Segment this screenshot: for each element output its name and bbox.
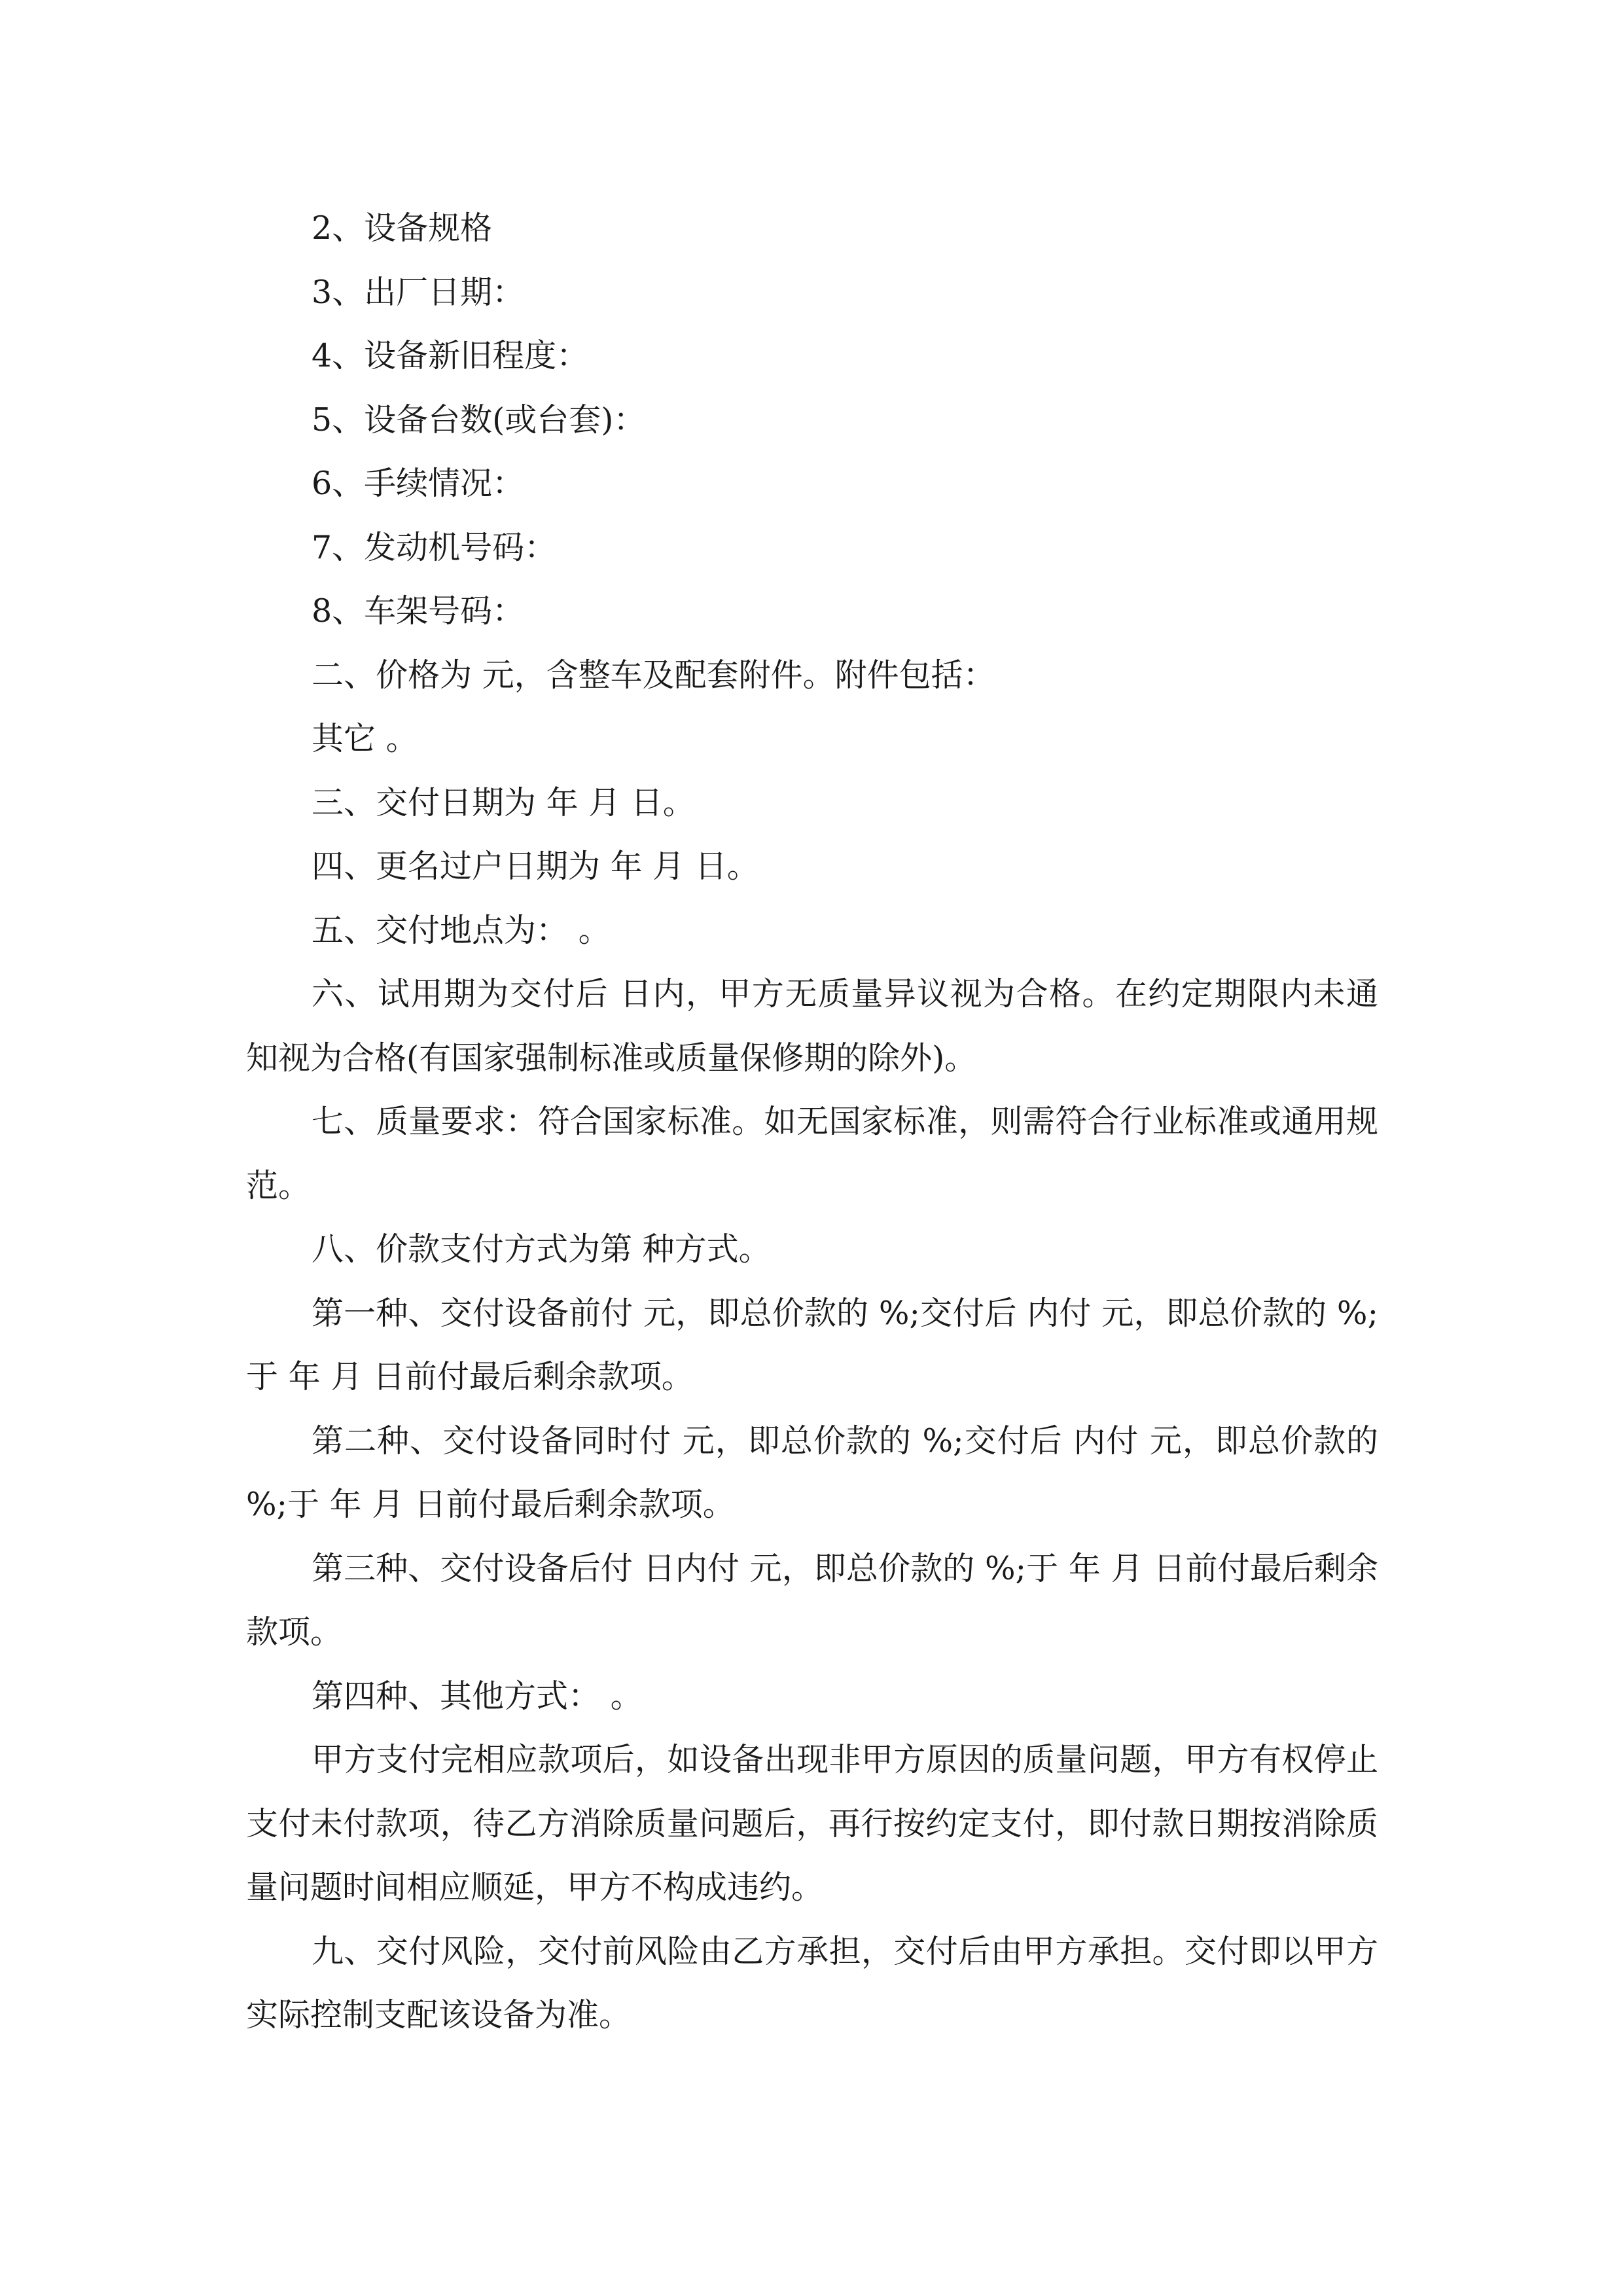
payment-suspension-paragraph: 甲方支付完相应款项后，如设备出现非甲方原因的质量问题，甲方有权停止支付未付款项，待乙方消除质量问题后，再行按约定支付，即付款日期按消除质量问题时间相应顺延，甲方不构成违约。	[246, 1741, 1378, 1906]
payment-option-3: 第三种、交付设备后付 日内付 元，即总价款的 %;于 年 月 日前付最后剩余款项。	[246, 1549, 1378, 1651]
clause-5-delivery-place: 五、交付地点为： 。	[312, 911, 611, 949]
item-7-engine-number: 7、发动机号码：	[312, 528, 557, 566]
item-2-equipment-spec: 2、设备规格	[312, 209, 493, 247]
item-5-equipment-quantity: 5、设备台数(或台套)：	[312, 401, 646, 439]
item-8-frame-number: 8、车架号码：	[312, 592, 525, 630]
clause-3-delivery-date: 三、交付日期为 年 月 日。	[312, 783, 695, 821]
document-body	[246, 196, 1389, 2047]
payment-option-2: 第二种、交付设备同时付 元，即总价款的 %;交付后 内付 元，即总价款的 %;于 年 月 日前付最后剩余款项。	[246, 1422, 1389, 1523]
clause-2-price: 二、价格为 元，含整车及配套附件。附件包括：	[312, 656, 995, 694]
payment-option-4: 第四种、其他方式： 。	[312, 1677, 643, 1715]
item-4-equipment-condition: 4、设备新旧程度：	[312, 337, 589, 374]
clause-9-delivery-risk: 九、交付风险，交付前风险由乙方承担，交付后由甲方承担。交付即以甲方实际控制支配该设备为准。	[246, 1932, 1378, 2034]
clause-4-transfer-date: 四、更名过户日期为 年 月 日。	[312, 848, 759, 885]
clause-6-trial-period: 六、试用期为交付后 日内，甲方无质量异议视为合格。在约定期限内未通知视为合格(有国家强制标准或质量保修期的除外)。	[246, 975, 1378, 1077]
clause-2-other: 其它 。	[312, 720, 418, 757]
clause-7-quality-requirement: 七、质量要求：符合国家标准。如无国家标准，则需符合行业标准或通用规范。	[246, 1103, 1378, 1204]
item-6-procedures: 6、手续情况：	[312, 465, 525, 502]
clause-8-payment-method: 八、价款支付方式为第 种方式。	[312, 1230, 771, 1268]
payment-option-1: 第一种、交付设备前付 元，即总价款的 %;交付后 内付 元，即总价款的 %;于 年 月 日前付最后剩余款项。	[246, 1294, 1378, 1395]
item-3-manufacture-date: 3、出厂日期：	[312, 273, 525, 311]
